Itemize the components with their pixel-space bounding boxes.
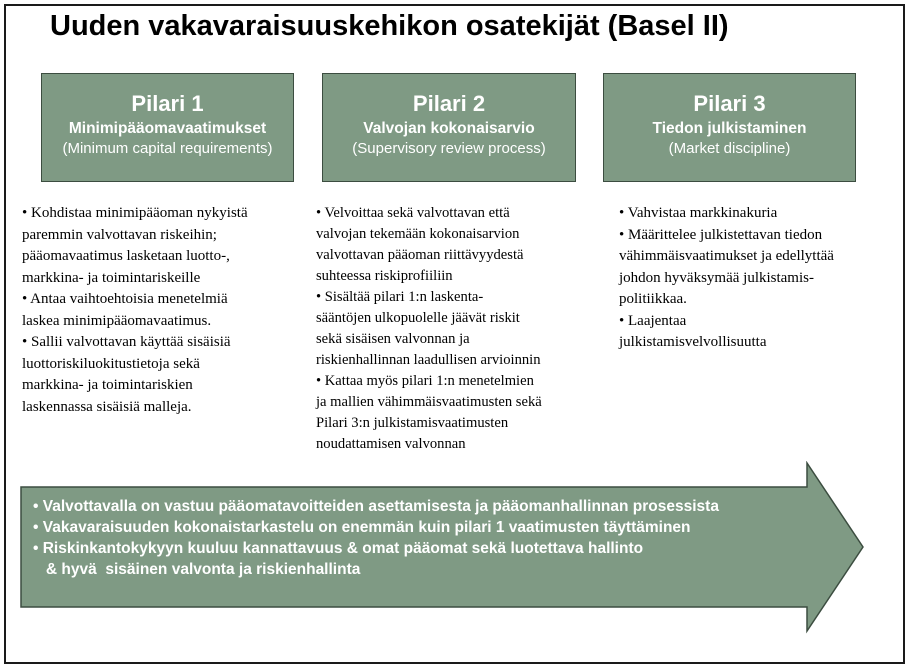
- pillar-2-english: (Supervisory review process): [352, 140, 546, 157]
- pillar-1-bullets: [22, 203, 317, 418]
- bullet-line: laskennassa sisäisiä malleja.: [22, 398, 192, 415]
- bullet-line: julkistamisvelvollisuutta: [619, 334, 767, 350]
- bullet-line: johdon hyväksymää julkistamis-: [619, 269, 814, 286]
- pillar-3-title: Pilari 3: [693, 91, 766, 116]
- bullet-line: suhteessa riskiprofiiliin: [316, 268, 453, 284]
- bullet-line: laskea minimipääomavaatimus.: [22, 312, 212, 329]
- bullet-line: politiikkaa.: [619, 291, 687, 307]
- bullet-line: luottoriskiluokitustietoja sekä: [22, 355, 200, 372]
- bullet-line: sääntöjen ulkopuolelle jäävät riskit: [316, 310, 520, 326]
- bullet-line: • Määrittelee julkistettavan tiedon: [619, 226, 823, 243]
- bullet-line: valvojan tekemään kokonaisarvion: [316, 226, 520, 242]
- bullet-line: • Vahvistaa markkinakuria: [619, 205, 778, 221]
- pillar-3-subtitle: Tiedon julkistaminen: [652, 120, 807, 137]
- bullet-line: ja mallien vähimmäisvaatimusten sekä: [316, 394, 542, 410]
- pillar-1-box: [41, 73, 294, 182]
- bullet-line: riskienhallinnan laadullisen arvioinnin: [316, 352, 541, 368]
- pillar-3-box: [603, 73, 856, 182]
- bullet-line: • Sisältää pilari 1:n laskenta-: [316, 289, 484, 305]
- arrow-line: & hyvä sisäinen valvonta ja riskienhallinta: [33, 561, 361, 578]
- bullet-line: • Antaa vaihtoehtoisia menetelmiä: [22, 291, 228, 307]
- bullet-line: • Kohdistaa minimipääoman nykyistä: [22, 205, 248, 221]
- pillar-2-box: [322, 73, 576, 182]
- arrow-line: • Riskinkantokykyyn kuuluu kannattavuus & omat pääomat sekä luotettava hallinto: [33, 540, 644, 557]
- pillar-2-bullets: [316, 203, 606, 455]
- bullet-line: • Sallii valvottavan käyttää sisäisiä: [22, 334, 231, 350]
- pillar-2-title: Pilari 2: [412, 91, 486, 116]
- page-title: Uuden vakavaraisuuskehikon osatekijät (Basel II): [50, 10, 729, 42]
- bullet-line: • Kattaa myös pilari 1:n menetelmien: [316, 373, 534, 389]
- arrow-text-block: [33, 496, 719, 580]
- arrow-line: • Valvottavalla on vastuu pääomatavoitteiden asettamisesta ja pääomanhallinnan prosessista: [33, 498, 719, 515]
- pillar-1-english: (Minimum capital requirements): [62, 140, 273, 157]
- bullet-line: pääomavaatimus lasketaan luotto-,: [22, 248, 230, 264]
- bullet-line: Pilari 3:n julkistamisvaatimusten: [316, 415, 509, 431]
- bullet-line: noudattamisen valvonnan: [316, 436, 466, 452]
- bullet-line: markkina- ja toimintariskeille: [22, 269, 201, 286]
- bullet-line: paremmin valvottavan riskeihin;: [22, 226, 217, 243]
- pillar-3-bullets: [619, 203, 889, 354]
- bullet-line: • Velvoittaa sekä valvottavan että: [316, 205, 510, 221]
- bullet-line: vähimmäisvaatimukset ja edellyttää: [619, 248, 834, 264]
- bullet-line: valvottavan pääoman riittävyydestä: [316, 247, 524, 263]
- arrow-line: • Vakavaraisuuden kokonaistarkastelu on enemmän kuin pilari 1 vaatimusten täyttäminen: [33, 519, 691, 536]
- bullet-line: markkina- ja toimintariskien: [22, 377, 193, 393]
- bullet-line: sekä sisäisen valvonnan ja: [316, 331, 470, 347]
- pillar-1-title: Pilari 1: [131, 91, 204, 116]
- pillar-1-subtitle: Minimipääomavaatimukset: [68, 120, 267, 137]
- pillar-3-english: (Market discipline): [668, 140, 791, 157]
- bullet-line: • Laajentaa: [619, 312, 687, 329]
- pillar-2-subtitle: Valvojan kokonaisarvio: [363, 120, 535, 137]
